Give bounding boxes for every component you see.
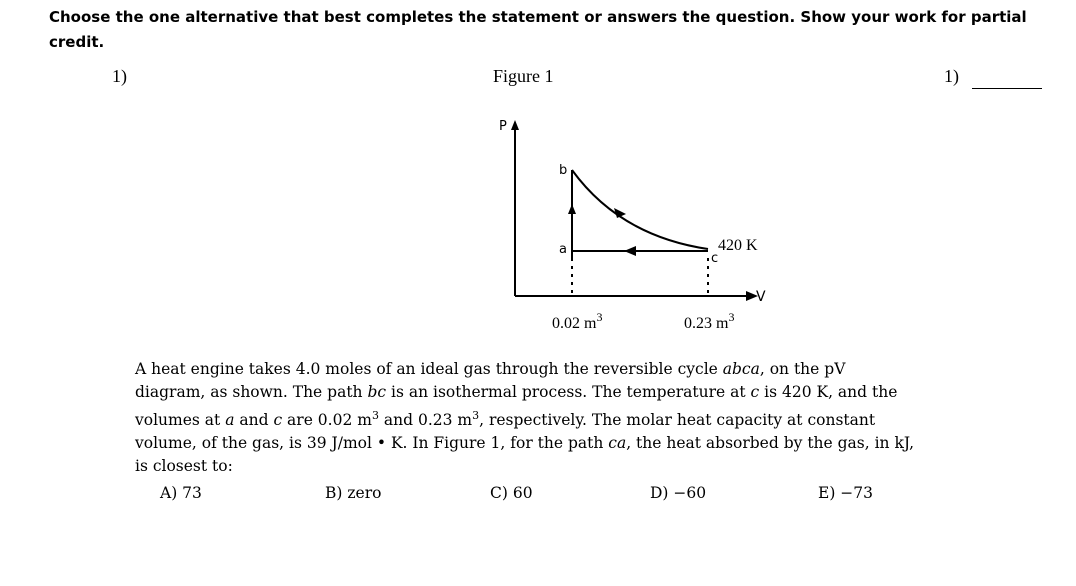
instructions: Choose the one alternative that best completes the statement or answers the question. Show your work for partial credit. [49,8,1027,51]
choice-b[interactable]: B) zero [325,484,382,502]
answer-blank-line[interactable] [972,88,1042,89]
p-axis-label: P [499,119,507,134]
figure-title: Figure 1 [493,66,554,86]
v-axis-label: V [756,289,766,305]
arrow-ab [568,204,576,214]
question-number: 1) [112,66,127,86]
point-b-label: b [559,163,568,178]
choice-a[interactable]: A) 73 [160,484,202,502]
arrow-bc [614,208,626,218]
point-a-label: a [559,242,567,257]
point-c-label: c [711,251,719,266]
arrow-ca [624,246,636,256]
p-axis-arrow [511,120,519,130]
choice-c[interactable]: C) 60 [490,484,533,502]
question-text: A heat engine takes 4.0 moles of an ideal gas through the reversible cycle abca, on the pV diagram, as shown. The path bc is an isothermal process. The temperature at c is 420 K, and the volumes at a and c are 0.02 $m^3$ and 0.23 $m^3$, respectively. The molar heat capacity at constant volume, of the gas, is 39 J/mol • K. In Figure 1, for the path ca, the heat absorbed by the gas, in kJ, is closest to: [135,360,915,476]
volume-c-label: 0.23 $m^3$ [684,310,735,332]
volume-a-label: 0.02 $m^3$ [552,310,603,332]
path-bc [572,170,708,249]
choice-d[interactable]: D) −60 [650,484,707,502]
answer-number: 1) [944,66,959,86]
choice-e[interactable]: E) −73 [818,484,873,502]
temperature-label: 420 K [718,237,758,254]
pv-diagram [480,108,780,338]
